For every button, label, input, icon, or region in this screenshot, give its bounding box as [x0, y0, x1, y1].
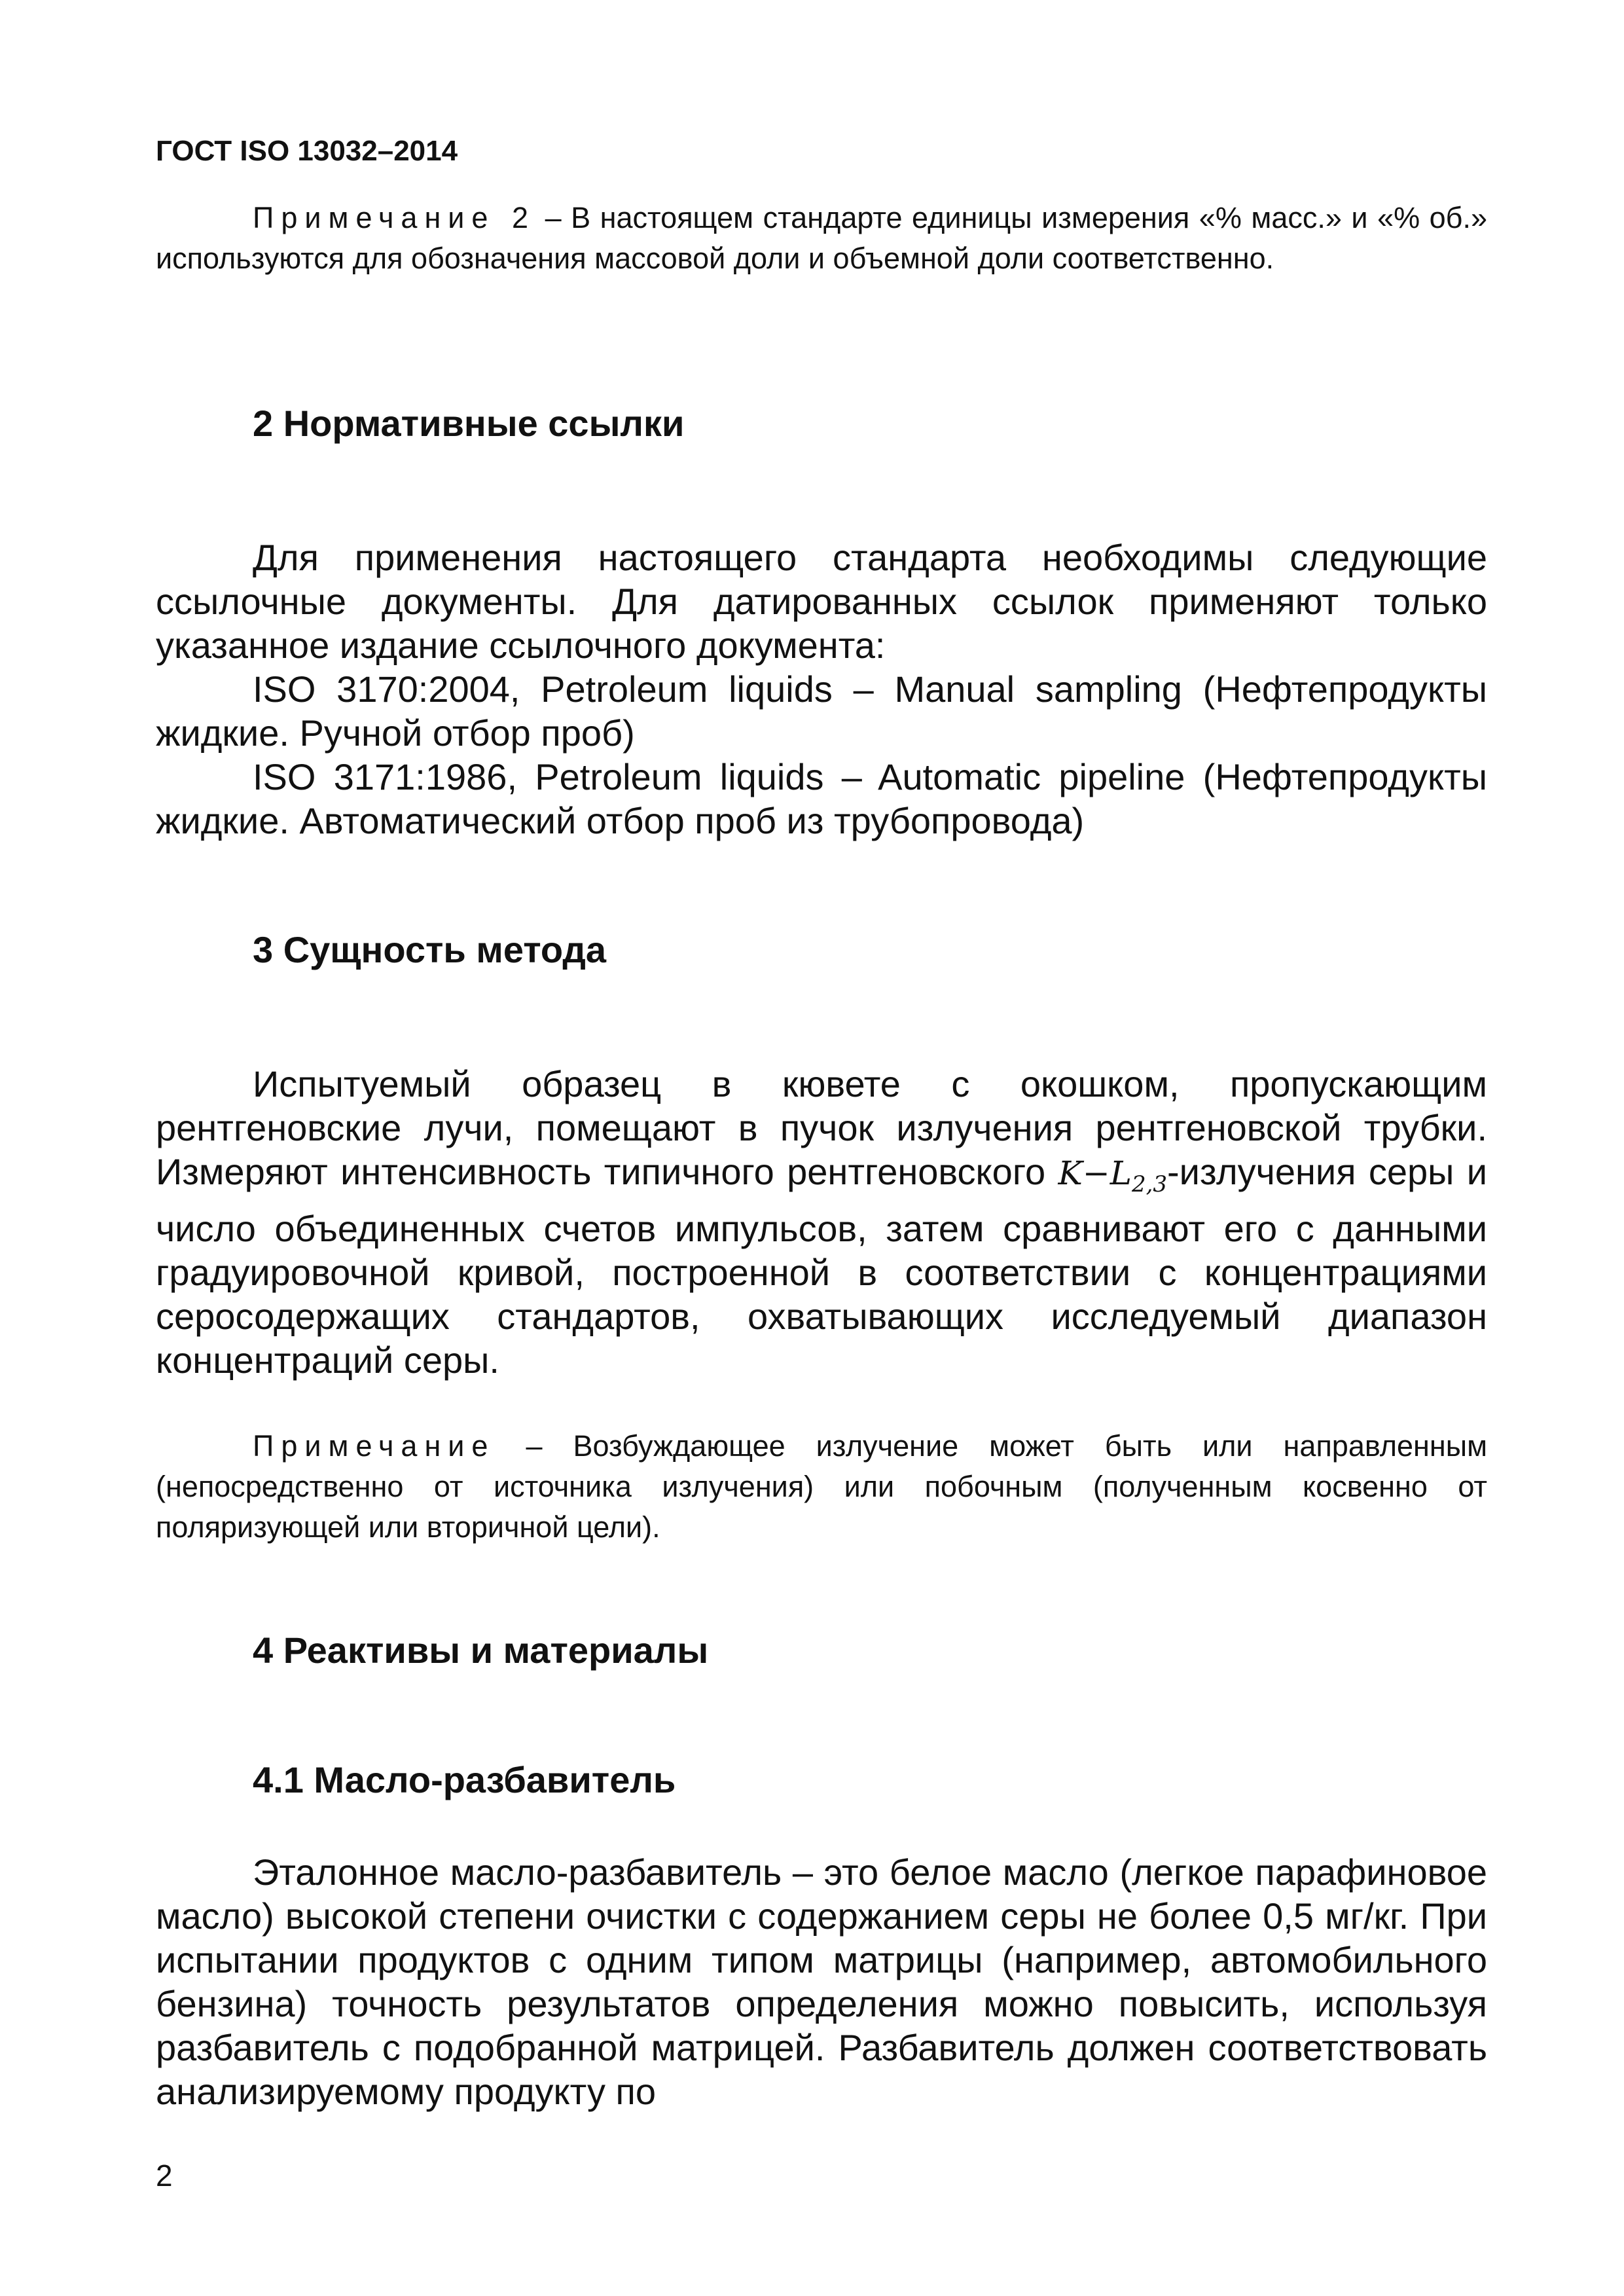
section-2-intro: Для применения настоящего стандарта необходимы следующие ссылочные документы. Для датированных ссылок применяют только указанное издание ссылочного документа:	[156, 537, 1487, 666]
document-header: ГОСТ ISO 13032–2014	[156, 135, 458, 167]
section-4-heading: 4 Реактивы и материалы	[253, 1630, 709, 1671]
section-3-heading: 3 Сущность метода	[253, 929, 607, 970]
section-2-heading: 2 Нормативные ссылки	[253, 403, 685, 444]
section-2-body	[156, 536, 1487, 843]
section-3-note-label: Примечание	[253, 1429, 496, 1463]
section-3-body: Испытуемый образец в кювете с окошком, пропускающим рентгеновские лучи, помещают в пучок излучения рентгеновской трубки. Измеряют интенсивность типичного рентгеновского $K-L_{2,3}$-излучения серы и число объединенных счетов импульсов, затем сравнивают его с данными градуировочной кривой, построенной в соответствии с концентрациями серосодержащих стандартов, охватывающих исследуемый диапазон концентраций серы.	[156, 1063, 1487, 1381]
note-2-label: Примечание 2	[253, 201, 536, 234]
section-4-1-body: Эталонное масло-разбавитель – это белое масло (легкое парафиновое масло) высокой степени очистки с содержанием серы не более 0,5 мг/кг. При испытании продуктов с одним типом матрицы (например, автомобильного бензина) точность результатов определения можно повысить, используя разбавитель с подобранной матрицей. Разбавитель должен соответствовать анализируемому продукту по	[156, 1851, 1487, 2112]
note-2-text: – В настоящем стандарте единицы измерения «% масс.» и «% об.» используются для обозначения массовой доли и объемной доли соответственно.	[156, 201, 1487, 275]
section-2-reference-2: ISO 3171:1986, Petroleum liquids – Automatic pipeline (Нефтепродукты жидкие. Автоматический отбор проб из трубопровода)	[156, 756, 1487, 841]
page-number: 2	[156, 2159, 173, 2193]
note-2	[156, 198, 1487, 279]
section-2-reference-1: ISO 3170:2004, Petroleum liquids – Manual sampling (Нефтепродукты жидкие. Ручной отбор проб)	[156, 668, 1487, 754]
formula-k-l23: $K-L_{2,3}$	[1058, 1154, 1168, 1197]
section-3-note-text: – Возбуждающее излучение может быть или направленным (непосредственно от источника излучения) или побочным (полученным косвенно от поляризующей или вторичной цели).	[156, 1429, 1487, 1544]
section-4-1-heading: 4.1 Масло-разбавитель	[253, 1759, 676, 1800]
section-3-note	[156, 1426, 1487, 1548]
